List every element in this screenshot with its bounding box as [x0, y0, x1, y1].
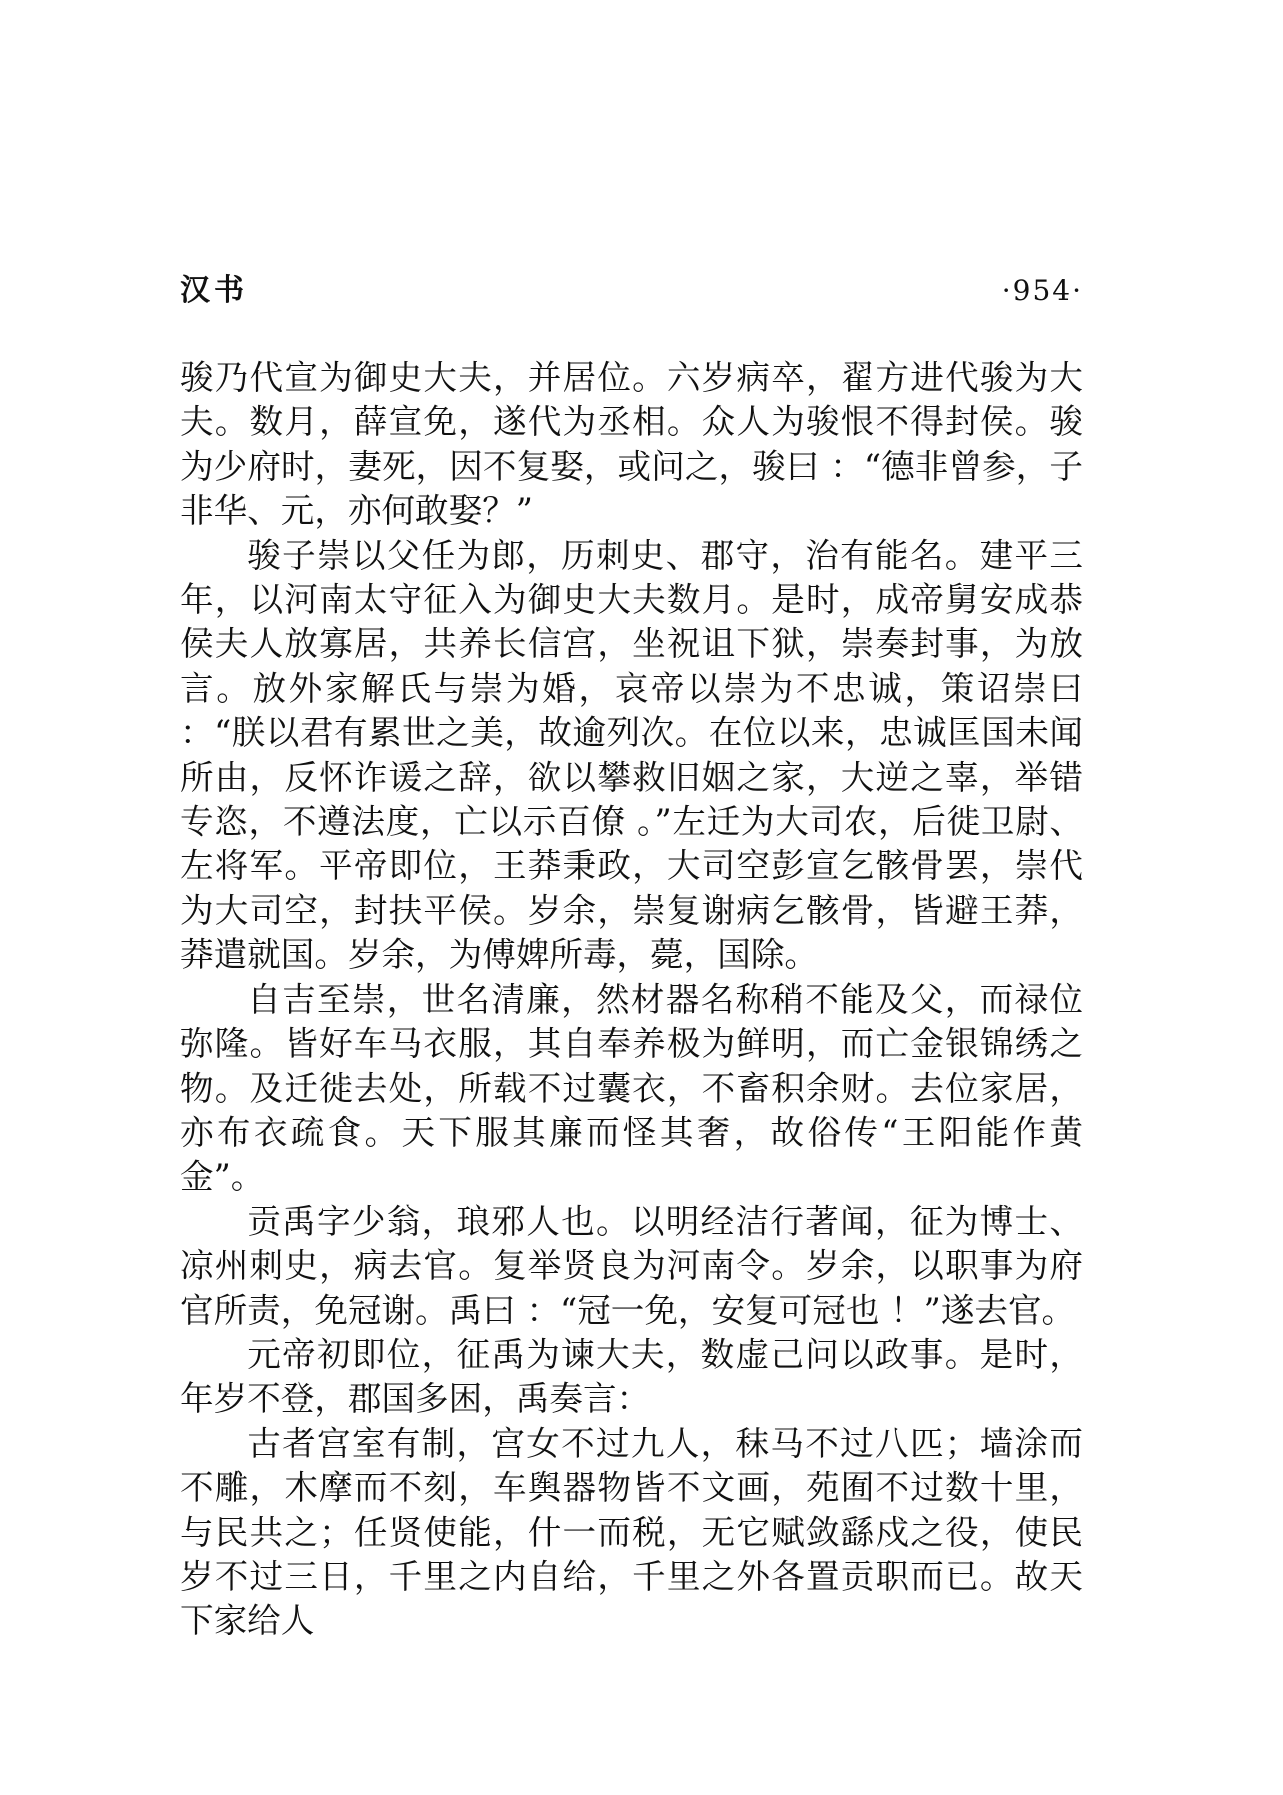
paragraph-6: 古者宫室有制，宫女不过九人，秣马不过八匹；墙涂而不雕，木摩而不刻，车舆器物皆不文画，苑囿不过数十里，与民共之；任贤使能，什一而税，无它赋敛繇戍之役，使民岁不过三日，千里之内自给，千里之外各置贡职而已。故天下家给人: [180, 1423, 1083, 1641]
paragraph-2: 骏子崇以父任为郎，历刺史、郡守，治有能名。建平三年，以河南太守征入为御史大夫数月。是时，成帝舅安成恭侯夫人放寡居，共养长信宫，坐祝诅下狱，崇奏封事，为放言。放外家解氏与崇为婚，哀帝以崇为不忠诚，策诏崇曰 ：“朕以君有累世之美，故逾列次。在位以来，忠诚匡国未闻所由，反怀诈谖之辞，欲以攀救旧姻之家，大逆之辜，举错专恣，不遵法度，亡以示百僚 。”左迁为大司农，后徙卫尉、左将军。平帝即位，王莽秉政，大司空彭宣乞骸骨罢，崇代为大司空，封扶平侯。岁余，崇复谢病乞骸骨，皆避王莽，莽遣就国。岁余，为傅婢所毒，薨，国除。: [180, 535, 1083, 975]
book-title: 汉书: [180, 273, 248, 308]
paragraph-4: 贡禹字少翁，琅邪人也。以明经洁行著闻，征为博士、凉州刺史，病去官。复举贤良为河南令。岁余，以职事为府官所责，免冠谢。禹曰 ：“冠一免，安复可冠也 ！”遂去官。: [180, 1201, 1083, 1330]
paragraph-1: 骏乃代宣为御史大夫，并居位。六岁病卒，翟方进代骏为大夫。数月，薛宣免，遂代为丞相。众人为骏恨不得封侯。骏为少府时，妻死，因不复娶，或问之，骏曰 ：“德非曾参，子非华、元，亦何敢娶？”: [180, 358, 1083, 531]
body-text: [180, 356, 1083, 1644]
paragraph-3: 自吉至崇，世名清廉，然材器名称稍不能及父，而禄位弥隆。皆好车马衣服，其自奉养极为鲜明，而亡金银锦绣之物。及迁徙去处，所载不过囊衣，不畜积余财。去位家居，亦布衣疏食。天下服其廉而怪其奢，故俗传“王阳能作黄金”。: [180, 979, 1083, 1197]
paragraph-5: 元帝初即位，征禹为谏大夫，数虚己问以政事。是时，年岁不登，郡国多困，禹奏言：: [180, 1334, 1083, 1419]
page-number: ·954·: [1001, 274, 1083, 307]
page-header: [180, 266, 1083, 316]
